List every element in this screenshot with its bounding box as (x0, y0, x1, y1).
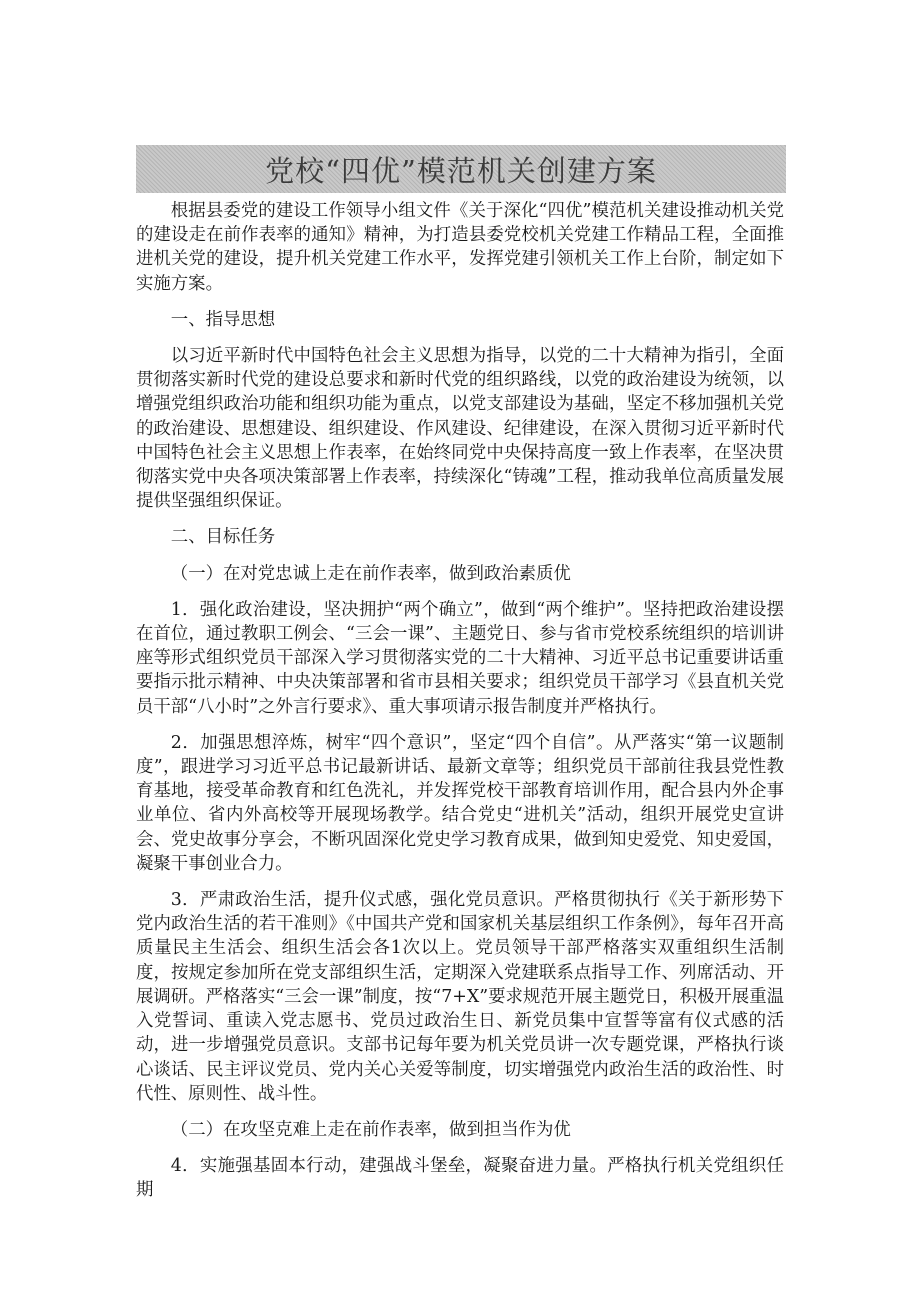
document-body (136, 199, 784, 1215)
item-paragraph-4: 4．实施强基固本行动，建强战斗堡垒，凝聚奋进力量。严格执行机关党组织任期 (136, 1156, 784, 1201)
item-paragraph-3: 3．严肃政治生活，提升仪式感，强化党员意识。严格贯彻执行《关于新形势下党内政治生活的若干准则》《中国共产党和国家机关基层组织工作条例》，每年召开高质量民主生活会、组织生活会各1次以上。党员领导干部严格落实双重组织生活制度，按规定参加所在党支部组织生活，定期深入党建联系点指导工作、列席活动、开展调研。严格落实“三会一课”制度，按“7+X”要求规范开展主题党日，积极开展重温入党誓词、重读入党志愿书、党员过政治生日、新党员集中宣誓等富有仪式感的活动，进一步增强党员意识。支部书记每年要为机关党员讲一次专题党课，严格执行谈心谈话、民主评议党员、党内关心关爱等制度，切实增强党内政治生活的政治性、时代性、原则性、战斗性。 (136, 890, 784, 1104)
item-paragraph-2: 2．加强思想淬炼，树牢“四个意识”，坚定“四个自信”。从严落实“第一议题制度”，跟进学习习近平总书记最新讲话、最新文章等；组织党员干部前往我县党性教育基地，接受革命教育和红色洗礼，并发挥党校干部教育培训作用，配合县内外企事业单位、省内外高校等开展现场教学。结合党史“进机关”活动，组织开展党史宣讲会、党史故事分享会，不断巩固深化党史学习教育成果，做到知史爱党、知史爱国，凝聚干事创业合力。 (136, 732, 784, 874)
section-heading-goals-tasks: 二、目标任务 (170, 527, 276, 548)
item-paragraph-1: 1．强化政治建设，坚决拥护“两个确立”，做到“两个维护”。坚持把政治建设摆在首位，通过教职工例会、“三会一课”、主题党日、参与省市党校系统组织的培训讲座等形式组织党员干部深入学习贯彻落实党的二十大精神、习近平总书记重要讲话重要指示批示精神、中央决策部署和省市县相关要求；组织党员干部学习《县直机关党员干部“八小时”之外言行要求》、重大事项请示报告制度并严格执行。 (136, 599, 784, 717)
intro-paragraph: 根据县委党的建设工作领导小组文件《关于深化“四优”模范机关建设推动机关党的建设走在前作表率的通知》精神，为打造县委党校机关党建工作精品工程，全面推进机关党的建设，提升机关党建工作水平，发挥党建引领机关工作上台阶，制定如下实施方案。 (136, 201, 784, 294)
subsection-heading-2: （二）在攻坚克难上走在前作表率，做到担当作为优 (170, 1119, 571, 1140)
section-heading-guiding-ideology: 一、指导思想 (170, 309, 276, 330)
title-banner (136, 145, 786, 193)
document-title: 党校“四优”模范机关创建方案 (265, 153, 657, 188)
guiding-ideology-paragraph: 以习近平新时代中国特色社会主义思想为指导，以党的二十大精神为指引，全面贯彻落实新时代党的建设总要求和新时代党的组织路线，以党的政治建设为统领，以增强党组织政治功能和组织功能为重点，以党支部建设为基础，坚定不移加强机关党的政治建设、思想建设、组织建设、作风建设、纪律建设，在深入贯彻习近平新时代中国特色社会主义思想上作表率，在始终同党中央保持高度一致上作表率，在坚决贯彻落实党中央各项决策部署上作表率，持续深化“铸魂”工程，推动我单位高质量发展提供坚强组织保证。 (136, 346, 784, 512)
subsection-heading-1: （一）在对党忠诚上走在前作表率，做到政治素质优 (170, 563, 571, 584)
